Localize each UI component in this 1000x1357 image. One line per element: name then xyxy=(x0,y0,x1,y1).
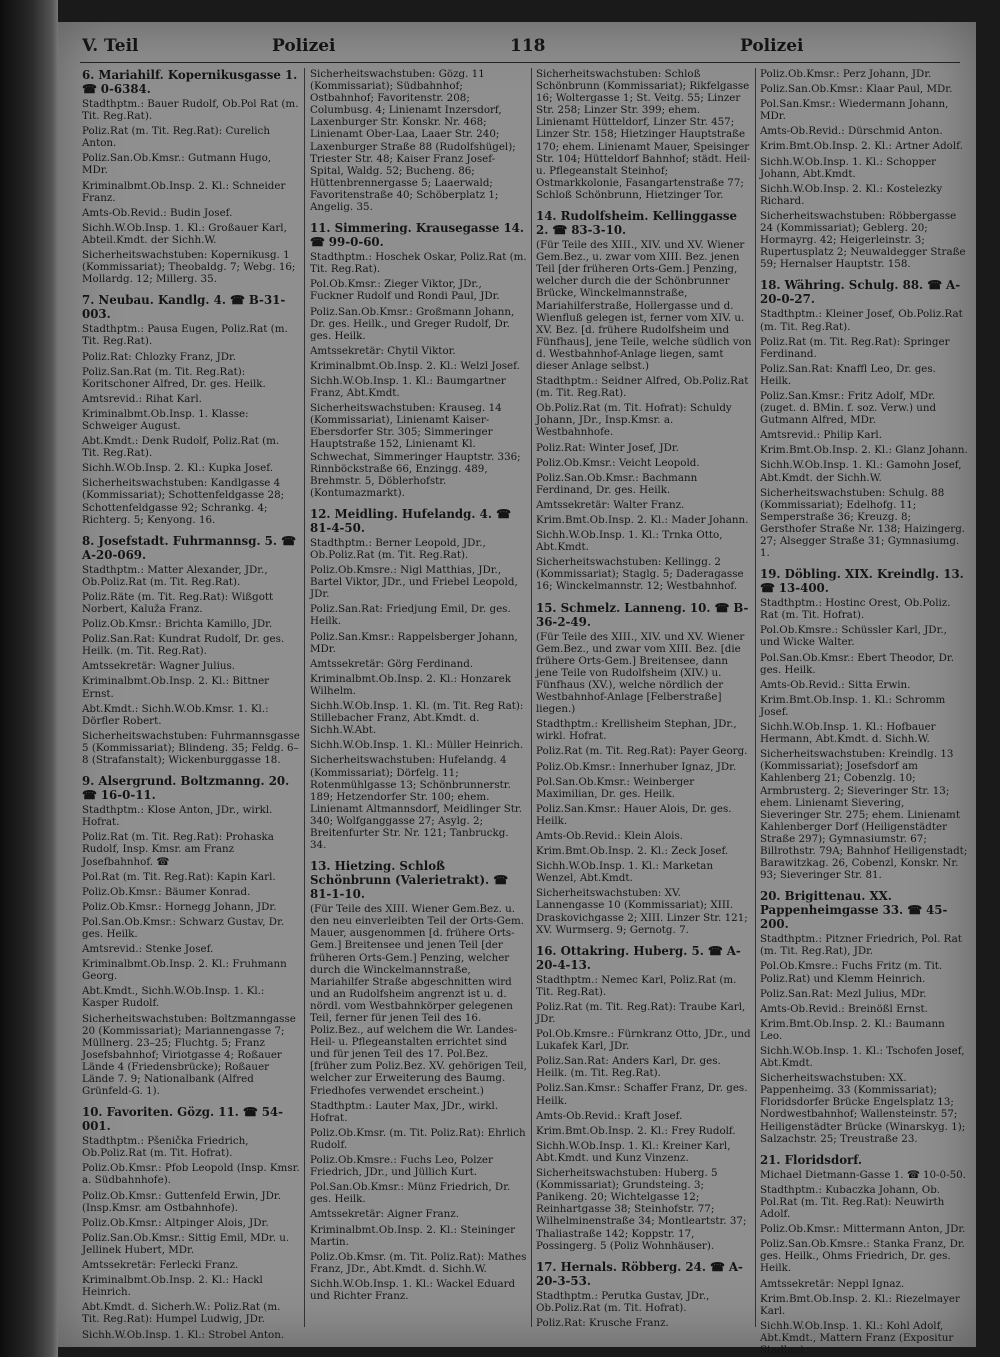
directory-entry: Krim.Bmt.Ob.Insp. 2. Kl.: Riezelmayer Karl. xyxy=(760,1292,960,1317)
directory-entry: Stadthptm.: Matter Alexander, JDr., Ob.Poliz.Rat (m. Tit. Reg.Rat). xyxy=(82,563,268,588)
directory-entry: Sicherheitswachstuben: Kandlgasse 4 (Kommissariat); Schottenfeldgasse 28; Schottenfeldgasse 92; Schrankg. 4; Richterg. 5; Kenyong. 16. xyxy=(82,477,285,526)
directory-entry: Stadthptm.: Bauer Rudolf, Ob.Pol Rat (m. Tit. Reg.Rat). xyxy=(82,98,299,123)
district-heading: 16. Ottakring. Huberg. 5. ☎ A-20-4-13. xyxy=(536,943,741,972)
directory-entry: Amtsrevid.: Stenke Josef. xyxy=(82,943,214,956)
directory-entry: Krim.Bmt.Ob.Insp. 2. Kl.: Baumann Leo. xyxy=(760,1017,945,1042)
directory-entry: Krim.Bmt.Ob.Insp. 2. Kl.: Frey Rudolf. xyxy=(536,1124,736,1137)
directory-entry: Kriminalbmt.Ob.Insp. 2. Kl.: Bittner Ernst. xyxy=(82,675,270,700)
directory-entry: Poliz.San.Ob.Kmsr.: Großmann Johann, Dr. ges. Heilk., und Greger Rudolf, Dr. ges. Heilk. xyxy=(310,305,515,342)
directory-entry: Poliz.Rat: Chlozky Franz, JDr. xyxy=(82,350,237,363)
directory-entry: Poliz.San.Rat: Anders Karl, Dr. ges. Heilk. (m. Tit. Reg.Rat). xyxy=(536,1055,721,1080)
directory-entry: Pol.Ob.Kmsre.: Fuchs Fritz (m. Tit. Poliz.Rat) und Klemm Heinrich. xyxy=(760,960,943,985)
directory-page xyxy=(58,22,976,1356)
running-title-left: Polizei xyxy=(272,36,336,56)
directory-entry: Poliz.San.Kmsr.: Hauer Alois, Dr. ges. Heilk. xyxy=(536,802,732,827)
directory-entry: (Für Teile des XIII., XIV. und XV. Wiener Gem.Bez., u. zwar vom XIII. Bez. jenen Teil [der früheren Orts-Gem.] Penzing, welcher durch die der Schönbrunner Brücke, Winckelmannstraße, Mariahilferstraße, Hollergasse und d. Wienfluß gelegen ist, ferner vom XIV. u. XV. Bez. [d. frühere Rudolfsheim und Fünfhaus], jene Teile, welche südlich von d. Westbahnhof-Anlage liegen, samt dieser Anlage selbst.) xyxy=(536,239,752,372)
directory-entry: (Für Teile des XIII., XIV. und XV. Wiener Gem.Bez., und zwar vom XIII. Bez. [die frühere Orts-Gem.] Breitensee, dann jene Teile von Rudolfsheim (XIV.) u. Fünfhaus (XV.), welche nördlich der Westbahnhof-Anlage [Felberstraße] liegen.) xyxy=(536,630,745,716)
directory-entry: Abt.Kmdt., Sichh.W.Ob.Insp. 1. Kl.: Kasper Rudolf. xyxy=(82,985,265,1010)
directory-entry: Poliz.Rat (m. Tit. Reg.Rat): Springer Ferdinand. xyxy=(760,335,950,360)
directory-entry: Sicherheitswachstuben: Röbbergasse 24 (Kommissariat); Geblerg. 20; Hormayrg. 42; Heigerleinstr. 3; Rupertusplatz 2; Neuwaldegger Straße 59; Hernalser Hauptstr. 158. xyxy=(760,209,966,271)
district-heading: 13. Hietzing. Schloß Schönbrunn (Valerietrakt). ☎ 81-1-10. xyxy=(310,859,508,902)
text-column-1 xyxy=(82,68,300,1339)
running-title-right: Polizei xyxy=(740,36,804,56)
district-heading: 12. Meidling. Hufelandg. 4. ☎ 81-4-50. xyxy=(310,506,511,535)
directory-entry: Kriminalbmt.Ob.Insp. 2. Kl.: Welzl Josef. xyxy=(310,359,520,372)
directory-entry: Poliz.San.Ob.Kmsre.: Stanka Franz, Dr. ges. Heilk., Ohms Friedrich, Dr. ges. Heilk. xyxy=(760,1238,965,1275)
directory-entry: Amtsrevid.: Philip Karl. xyxy=(760,429,882,442)
district-heading: 10. Favoriten. Gözg. 11. ☎ 54-001. xyxy=(82,1105,284,1134)
directory-entry: Sichh.W.Ob.Insp. 2. Kl.: Kostelezky Richard. xyxy=(760,182,943,207)
directory-entry: Sicherheitswachstuben: Kopernikusg. 1 (Kommissariat); Theobaldg. 7; Webg. 16; Mollardg. 12; Millerg. 35. xyxy=(82,249,296,286)
directory-entry: Sichh.W.Ob.Insp. 1. Kl. (m. Tit. Reg Rat): Stillebacher Franz, Abt.Kmdt. d. Sichh.W.Abt. xyxy=(310,700,524,737)
directory-entry: Poliz.Ob.Kmsre.: Nigl Matthias, JDr., Bartel Viktor, JDr., und Friebel Leopold, JDr. xyxy=(310,564,518,601)
directory-entry: Pol.Ob.Kmsre.: Fürnkranz Otto, JDr., und Lukafek Karl, JDr. xyxy=(536,1028,751,1053)
directory-entry: Sicherheitswachstuben: Huberg. 5 (Kommissariat); Grundsteing. 3; Panikeng. 20; Wichtelgasse 12; Reinhartgasse 38; Steinhofstr. 77; Wilhelminenstraße 34; Montleartstr. 37; Thaliastraße 142; Koppstr. 17, Possingerg. 5 (Poliz Wohnhäuser). xyxy=(536,1167,747,1252)
directory-entry: Krim.Bmt.Ob.Insp. 2. Kl.: Artner Adolf. xyxy=(760,140,963,153)
directory-entry: Poliz.San.Kmsr.: Schaffer Franz, Dr. ges. Heilk. xyxy=(536,1082,748,1107)
directory-entry: Kriminalbmt.Ob.Insp. 2. Kl.: Schneider Franz. xyxy=(82,179,286,204)
directory-entry: Kriminalbmt.Ob.Insp. 1. Klasse: Schweiger August. xyxy=(82,407,249,432)
district-heading: 8. Josefstadt. Fuhrmannsg. 5. ☎ A-20-069. xyxy=(82,533,296,562)
district-heading: 14. Rudolfsheim. Kellinggasse 2. ☎ 83-3-10. xyxy=(536,209,738,238)
district-heading: 15. Schmelz. Lanneng. 10. ☎ B-36-2-49. xyxy=(536,600,749,629)
directory-entry: Sicherheitswachstuben: Schloß Schönbrunn (Kommissariat); Rikfelgasse 16; Woltergasse 1; St. Veitg. 55; Linzer Str. 258; Linzer Str. 399; ehem. Linienamt Hütteldorf, Linzer Str. 457; Linzer Str. 158; Hietzinger Hauptstraße 170; ehem. Linienamt Mauer, Speisinger Str. 104; Hütteldorf Bahnhof; städt. Heil- u. Pflegeanstalt Steinhof; Ostmarkkolonie, Fasangartenstraße 77; Schloß Schönbrunn, Hietzinger Tor. xyxy=(536,68,751,201)
directory-entry: Krim.Bmt.Ob.Insp. 2. Kl.: Zeck Josef. xyxy=(536,845,729,858)
directory-entry: Pol.Ob.Kmsr.: Zieger Viktor, JDr., Fuckner Rudolf und Rondi Paul, JDr. xyxy=(310,278,500,303)
header-rule xyxy=(80,62,960,63)
district-heading: 17. Hernals. Röbberg. 24. ☎ A-20-3-53. xyxy=(536,1259,743,1288)
book-binding-edge xyxy=(0,0,58,1357)
directory-entry: Stadthptm.: Krellisheim Stephan, JDr., wirkl. Hofrat. xyxy=(536,718,737,743)
directory-entry: Stadthptm.: Seidner Alfred, Ob.Poliz.Rat (m. Tit. Reg.Rat). xyxy=(536,375,749,400)
directory-entry: Poliz.San.Rat: Friedjung Emil, Dr. ges. Heilk. xyxy=(310,603,511,628)
directory-entry: Poliz.Ob.Kmsr.: Pfob Leopold (Insp. Kmsr. a. Südbahnhofe). xyxy=(82,1162,300,1187)
directory-entry: Pol.San.Ob.Kmsr.: Schwarz Gustav, Dr. ges. Heilk. xyxy=(82,915,285,940)
directory-entry: Poliz.Ob.Kmsre.: Fuchs Leo, Polzer Friedrich, JDr., und Jüllich Kurt. xyxy=(310,1154,493,1179)
text-column-3 xyxy=(536,68,752,1339)
directory-entry: Poliz.Rat (m. Tit. Reg.Rat): Prohaska Rudolf, Insp. Kmsr. am Franz Josefbahnhof. ☎ xyxy=(82,831,274,868)
column-divider xyxy=(755,68,756,1327)
directory-entry: Poliz.Rat (m. Tit. Reg.Rat): Payer Georg. xyxy=(536,745,748,758)
directory-entry: Amtssekretär: Aigner Franz. xyxy=(310,1208,459,1221)
directory-entry: Stadthptm.: Kubaczka Johann, Ob. Pol.Rat (m. Tit. Reg.Rat): Neuwirth Adolf. xyxy=(760,1183,945,1221)
district-heading: 6. Mariahilf. Kopernikusgasse 1. ☎ 0-6384. xyxy=(82,68,298,96)
directory-entry: Pol.San.Kmsr.: Wiedermann Johann, MDr. xyxy=(760,98,949,123)
directory-entry: Sichh.W.Ob.Insp. 1. Kl.: Strobel Anton. xyxy=(82,1328,285,1341)
text-column-4 xyxy=(760,68,968,1356)
district-heading: 11. Simmering. Krausegasse 14. ☎ 99-0-60. xyxy=(310,221,524,250)
directory-entry: Sichh.W.Ob.Insp. 1. Kl.: Marketan Wenzel, Abt.Kmdt. xyxy=(536,860,714,885)
directory-entry: Sichh.W.Ob.Insp. 1. Kl.: Großauer Karl, Abteil.Kmdt. der Sichh.W. xyxy=(82,221,287,246)
directory-entry: Pol.Rat (m. Tit. Reg.Rat): Kapin Karl. xyxy=(82,870,276,883)
directory-entry: Stadthptm.: Pausa Eugen, Poliz.Rat (m. Tit. Reg.Rat). xyxy=(82,323,288,348)
directory-entry: Amts-Ob.Revid.: Breinößl Ernst. xyxy=(760,1002,928,1015)
directory-entry: Poliz.Ob.Kmsr.: Altpinger Alois, JDr. xyxy=(82,1216,269,1229)
directory-entry: Krim.Bmt.Ob.Insp. 2. Kl.: Mader Johann. xyxy=(536,514,749,526)
directory-entry: Sicherheitswachstuben: Boltzmanngasse 20 (Kommissariat); Mariannengasse 7; Müllnerg. 23–25; Fluchtg. 5; Franz Josefsbahnhof; Viriotgasse 4; Roßauer Lände 4 (Friedensbrücke); Roßauer Lände 7. 9; Nationalbank (Alfred Grünfeld-G. 1). xyxy=(82,1012,296,1098)
directory-entry: Sicherheitswachstuben: XV. Lannengasse 10 (Kommissariat); XIII. Draskovichgasse 2; XIII. Linzer Str. 121; XV. Wurmserg. 9; Gernotg. 7. xyxy=(536,887,748,936)
directory-entry: Poliz.Ob.Kmsr.: Veicht Leopold. xyxy=(536,456,700,469)
directory-entry: Sichh.W.Ob.Insp. 1. Kl.: Kreiner Karl, Abt.Kmdt. und Kunz Vinzenz. xyxy=(536,1139,731,1164)
column-divider xyxy=(304,68,305,1327)
column-divider xyxy=(531,68,532,1327)
directory-entry: Stadthptm.: Kleiner Josef, Ob.Poliz.Rat (m. Tit. Reg.Rat). xyxy=(760,308,963,333)
directory-entry: Abt.Kmdt.: Denk Rudolf, Poliz.Rat (m. Tit. Reg.Rat). xyxy=(82,435,280,460)
district-heading: 9. Alsergrund. Boltzmanng. 20. ☎ 16-0-11. xyxy=(82,774,290,803)
directory-entry: Amtssekretär: Walter Franz. xyxy=(536,498,685,511)
directory-entry: Poliz.San.Ob.Kmsr.: Sittig Emil, MDr. u. Jellinek Hubert, MDr. xyxy=(82,1231,290,1256)
directory-entry: Amts-Ob.Revid.: Dürschmid Anton. xyxy=(760,125,943,138)
directory-entry: Poliz.San.Kmsr.: Fritz Adolf, MDr. (zuget. d. BMin. f. soz. Verw.) und Gutmann Alfred, MDr. xyxy=(760,389,937,427)
page-number: 118 xyxy=(510,36,546,56)
district-heading: 21. Floridsdorf. xyxy=(760,1152,863,1167)
district-heading: 7. Neubau. Kandlg. 4. ☎ B-31-003. xyxy=(82,293,286,322)
district-heading: 18. Währing. Schulg. 88. ☎ A-20-0-27. xyxy=(760,278,961,307)
directory-entry: Poliz.Ob.Kmsr. (m. Tit. Poliz.Rat): Ehrlich Rudolf. xyxy=(310,1126,526,1151)
directory-entry: Sicherheitswachstuben: Hufelandg. 4 (Kommissariat); Dörfelg. 11; Rotenmühlgasse 13; Schönbrunnerstr. 189; Hetzendorfer Str. 100; ehem. Linienamt Altmannsdorf, Meidlinger Str. 340; Wolfganggasse 27; Asylg. 2; Breitenfurter Str. Nr. 121; Tanbruckg. 34. xyxy=(310,754,522,852)
directory-entry: Sichh.W.Ob.Insp. 1. Kl.: Baumgartner Franz, Abt.Kmdt. xyxy=(310,374,506,400)
directory-entry: Pol.San.Ob.Kmsr.: Weinberger Maximilian, Dr. ges. Heilk. xyxy=(536,775,695,800)
directory-entry: Poliz.Ob.Kmsr.: Mittermann Anton, JDr. xyxy=(760,1223,966,1236)
directory-entry: Poliz.San.Rat (m. Tit. Reg.Rat): Koritschoner Alfred, Dr. ges. Heilk. xyxy=(82,365,266,390)
directory-entry: Poliz.San.Ob.Kmsr.: Klaar Paul, MDr. xyxy=(760,83,953,96)
directory-entry: Amtsrevid.: Rihat Karl. xyxy=(82,392,202,405)
directory-entry: Poliz.San.Rat: Knaffl Leo, Dr. ges. Heilk. xyxy=(760,362,936,387)
directory-entry: Amtssekretär: Wagner Julius. xyxy=(82,660,236,673)
directory-entry: Poliz.Ob.Kmsr.: Hornegg Johann, JDr. xyxy=(82,900,277,913)
directory-entry: Poliz.Ob.Kmsr.: Brichta Kamillo, JDr. xyxy=(82,618,273,631)
directory-entry: Poliz.Rat: Krusche Franz. xyxy=(536,1316,669,1329)
directory-entry: Poliz.Rat (m. Tit. Reg.Rat): Curelich Anton. xyxy=(82,125,270,150)
directory-entry: Poliz.Rat (m. Tit. Reg.Rat): Traube Karl, JDr. xyxy=(536,1000,746,1025)
directory-entry: Kriminalbmt.Ob.Insp. 2. Kl.: Honzarek Wilhelm. xyxy=(310,672,511,697)
directory-entry: Amtssekretär: Neppl Ignaz. xyxy=(760,1277,905,1290)
part-label: V. Teil xyxy=(82,36,139,56)
text-column-2 xyxy=(310,68,528,1339)
directory-entry: Poliz.San.Ob.Kmsr.: Gutmann Hugo, MDr. xyxy=(82,152,272,177)
directory-entry: Pol.San.Ob.Kmsr.: Ebert Theodor, Dr. ges. Heilk. xyxy=(760,651,955,676)
directory-entry: Sichh.W.Ob.Insp. 1. Kl.: Tschofen Josef, Abt.Kmdt. xyxy=(760,1045,965,1070)
directory-entry: Poliz.Ob.Kmsr.: Innerhuber Ignaz, JDr. xyxy=(536,760,737,773)
directory-entry: Sichh.W.Ob.Insp. 1. Kl.: Hofbauer Hermann, Abt.Kmdt. d. Sichh.W. xyxy=(760,721,936,746)
directory-entry: Abt.Kmdt.: Sichh.W.Ob.Kmsr. 1. Kl.: Dörfler Robert. xyxy=(82,702,269,727)
directory-entry: Sichh.W.Ob.Insp. 1. Kl.: Wackel Eduard und Richter Franz. xyxy=(310,1277,516,1302)
directory-entry: Poliz.San.Rat: Mezl Julius, MDr. xyxy=(760,987,927,1000)
directory-entry: Sicherheitswachstuben: Gözg. 11 (Kommissariat); Südbahnhof; Ostbahnhof; Favoritenstr. 208; Columbusg. 4; Linienamt Inzersdorf, Laxenburger Str. Konskr. Nr. 468; Linienamt Ober-Laa, Laaer Str. 240; Laxenburger Straße 88 (Rudolfshügel); Triester Str. 48; Kaiser Franz Josef-Spital, Waldg. 52; Bucheng. 86; Hüttenbrennergasse 5; Laaerwald; Favoritenstraße 40; Schöberplatz 1; Angelig. 35. xyxy=(310,68,516,214)
directory-entry: Krim.Bmt.Ob.Insp. 2. Kl.: Glanz Johann. xyxy=(760,444,968,457)
district-heading: 20. Brigittenau. XX. Pappenheimgasse 33. ☎ 45-200. xyxy=(760,889,948,932)
directory-entry: Michael Dietmann-Gasse 1. ☎ 10-0-50. xyxy=(760,1168,966,1181)
directory-entry: Ob.Poliz.Rat (m. Tit. Hofrat): Schuldy Johann, JDr., Insp.Kmsr. a. Westbahnhofe. xyxy=(536,402,732,439)
directory-entry: Poliz.Räte (m. Tit. Reg.Rat): Wißgott Norbert, Kaluža Franz. xyxy=(82,590,274,615)
directory-entry: Sicherheitswachstuben: Schulg. 88 (Kommissariat); Edelhofg. 11; Semperstraße 36; Kreuzg. 8; Gersthofer Straße Nr. 138; Haizingerg. 27; Alsegger Straße 31; Gymnasiumg. 1. xyxy=(760,486,966,560)
directory-entry: Sicherheitswachstuben: Kellingg. 2 (Kommissariat); Staglg. 5; Daderagasse 16; Winckelmannstr. 12; Westbahnhof. xyxy=(536,556,744,593)
directory-entry: Poliz.Ob.Kmsr.: Perz Johann, JDr. xyxy=(760,68,932,80)
directory-entry: Amts-Ob.Revid.: Kraft Josef. xyxy=(536,1109,683,1122)
directory-entry: Stadthptm.: Hostinc Orest, Ob.Poliz. Rat (m. Tit. Hofrat). xyxy=(760,597,951,622)
directory-entry: Sichh.W.Ob.Insp. 1. Kl.: Müller Heinrich. xyxy=(310,739,524,752)
district-heading: 19. Döbling. XIX. Kreindlg. 13. ☎ 13-400. xyxy=(760,567,964,596)
directory-entry: Amts-Ob.Revid.: Sitta Erwin. xyxy=(760,678,911,691)
directory-entry: Amtssekretär: Ferlecki Franz. xyxy=(82,1259,239,1272)
directory-entry: Stadthptm.: Lauter Max, JDr., wirkl. Hofrat. xyxy=(310,1099,499,1124)
directory-entry: Poliz.San.Kmsr.: Rappelsberger Johann, MDr. xyxy=(310,630,518,655)
directory-entry: Kriminalbmt.Ob.Insp. 2. Kl.: Hackl Heinrich. xyxy=(82,1274,263,1299)
directory-entry: Stadthptm.: Nemec Karl, Poliz.Rat (m. Tit. Reg.Rat). xyxy=(536,973,737,998)
directory-entry: Amts-Ob.Revid.: Klein Alois. xyxy=(536,829,684,842)
directory-entry: Poliz.San.Rat: Kundrat Rudolf, Dr. ges. Heilk. (m. Tit. Reg.Rat). xyxy=(82,633,285,658)
directory-entry: Pol.San.Ob.Kmsr.: Münz Friedrich, Dr. ges. Heilk. xyxy=(310,1181,511,1206)
directory-entry: Amts-Ob.Revid.: Budin Josef. xyxy=(82,206,233,219)
directory-entry: Sichh.W.Ob.Insp. 2. Kl.: Kupka Josef. xyxy=(82,462,273,475)
directory-entry: Sichh.W.Ob.Insp. 1. Kl.: Gamohn Josef, Abt.Kmdt. der Sichh.W. xyxy=(760,459,962,484)
directory-entry: Sichh.W.Ob.Insp. 1. Kl.: Schopper Johann, Abt.Kmdt. xyxy=(760,155,937,180)
page-header xyxy=(80,32,960,64)
directory-entry: Stadthptm.: Hoschek Oskar, Poliz.Rat (m. Tit. Reg.Rat). xyxy=(310,251,527,276)
directory-entry: Kriminalbmt.Ob.Insp. 2. Kl.: Steininger Martin. xyxy=(310,1223,516,1248)
directory-entry: Amtssekretär: Chytil Viktor. xyxy=(310,344,456,357)
directory-entry: Sichh.W.Ob.Insp. 1. Kl.: Trnka Otto, Abt.Kmdt. xyxy=(536,529,723,554)
directory-entry: Stadthptm.: Pitzner Friedrich, Pol. Rat (m. Tit. Reg.Rat), JDr. xyxy=(760,933,962,958)
directory-entry: Stadthptm.: Berner Leopold, JDr., Ob.Poliz.Rat (m. Tit. Reg.Rat). xyxy=(310,536,486,561)
directory-entry: Krim.Bmt.Ob.Insp. 1. Kl.: Schromm Josef. xyxy=(760,693,946,718)
directory-entry: Stadthptm.: Pšenička Friedrich, Ob.Poliz.Rat (m. Tit. Hofrat). xyxy=(82,1135,249,1160)
directory-entry: Poliz.Ob.Kmsr. (m. Tit. Poliz.Rat): Mathes Franz, JDr., Abt.Kmdt. d. Sichh.W. xyxy=(310,1250,527,1275)
directory-entry: Kriminalbmt.Ob.Insp. 2. Kl.: Fruhmann Georg. xyxy=(82,958,287,983)
directory-entry: Amtssekretär: Görg Ferdinand. xyxy=(310,657,474,670)
directory-entry: Sicherheitswachstuben: XX. Pappenheimg. 33 (Kommissariat); Floridsdorfer Brücke Engelsplatz 13; Nordwestbahnhof; Wallensteinstr. 57; Heiligenstädter Brücke (Winarskyg. 1); Salzachstr. 25; Treustraße 23. xyxy=(760,1072,966,1145)
directory-entry: Sicherheitswachstuben: Kreindlg. 13 (Kommissariat); Josefsdorf am Kahlenberg 21; Cobenzlg. 10; Armbrusterg. 2; Sieveringer Str. 13; ehem. Linienamt Sievering, Sieveringer Str. 275; ehem. Linienamt Kahlenberger Dorf (Heiligenstädter Straße 297); Gymnasiumstr. 67; Billrothstr. 79A; Bahnhof Heiligenstadt; Barawitzkag. 26, Cobenzl, Konskr. Nr. 93; Sieveringer Str. 81. xyxy=(760,748,968,882)
directory-entry: Poliz.Ob.Kmsr.: Guttenfeld Erwin, JDr. (Insp.Kmsr. am Ostbahnhofe). xyxy=(82,1189,281,1214)
directory-entry: Abt.Kmdt. d. Sicherh.W.: Poliz.Rat (m. Tit. Reg.Rat): Humpel Ludwig, JDr. xyxy=(82,1301,281,1326)
directory-entry: Poliz.Rat: Winter Josef, JDr. xyxy=(536,441,679,454)
directory-entry: Pol.Ob.Kmsre.: Schüssler Karl, JDr., und Wicke Walter. xyxy=(760,624,947,649)
directory-entry: Sicherheitswachstuben: Krauseg. 14 (Kommissariat), Linienamt Kaiser-Ebersdorfer Str. 305; Simmeringer Hauptstraße 152, Linienamt Kl. Schwechat, Simmeringer Hauptstr. 336; Rinnböckstraße 66, Enzingg. 489, Brehmstr. 5, Döblerhofstr. (Kontumazmarkt). xyxy=(310,402,521,499)
directory-entry: Stadthptm.: Klose Anton, JDr., wirkl. Hofrat. xyxy=(82,804,273,829)
directory-entry: Sicherheitswachstuben: Fuhrmannsgasse 5 (Kommissariat); Blindeng. 35; Feldg. 6–8 (Strafanstalt); Wickenburggasse 18. xyxy=(82,729,300,767)
directory-entry: Poliz.San.Ob.Kmsr.: Bachmann Ferdinand, Dr. ges. Heilk. xyxy=(536,471,698,496)
directory-entry: (Für Teile des XIII. Wiener Gem.Bez. u. den neu einverleibten Teil der Orts-Gem. Mauer, ausgenommen [d. frühere Orts-Gem.] Breitensee und jenen Teil [der früheren Orts-Gem.] Penzing, welcher durch die Winckelmannstraße, Mariahilfer Straße abgeschnitten wird und an Rudolfsheim angrenzt ist u. d. nördl. vom Westbahnkörper gelegenen Teil, ferner für jenen Teil des 16. Poliz.Bez., auf welchem die Wr. Landes-Heil- u. Pflegeanstalten errichtet sind und für jenen Teil des 17. Pol.Bez. [früher zum Poliz.Bez. XV. gehörigen Teil, welcher zur Erweiterung des Baumg. Friedhofes verwendet erscheint.) xyxy=(310,903,527,1097)
directory-entry: Poliz.Ob.Kmsr.: Bäumer Konrad. xyxy=(82,885,251,898)
directory-entry: Sichh.W.Ob.Insp. 1. Kl.: Kohl Adolf, Abt.Kmdt., Mattern Franz (Expositur Stadlau). xyxy=(760,1319,954,1356)
directory-entry: Stadthptm.: Perutka Gustav, JDr., Ob.Poliz.Rat (m. Tit. Hofrat). xyxy=(536,1289,710,1314)
